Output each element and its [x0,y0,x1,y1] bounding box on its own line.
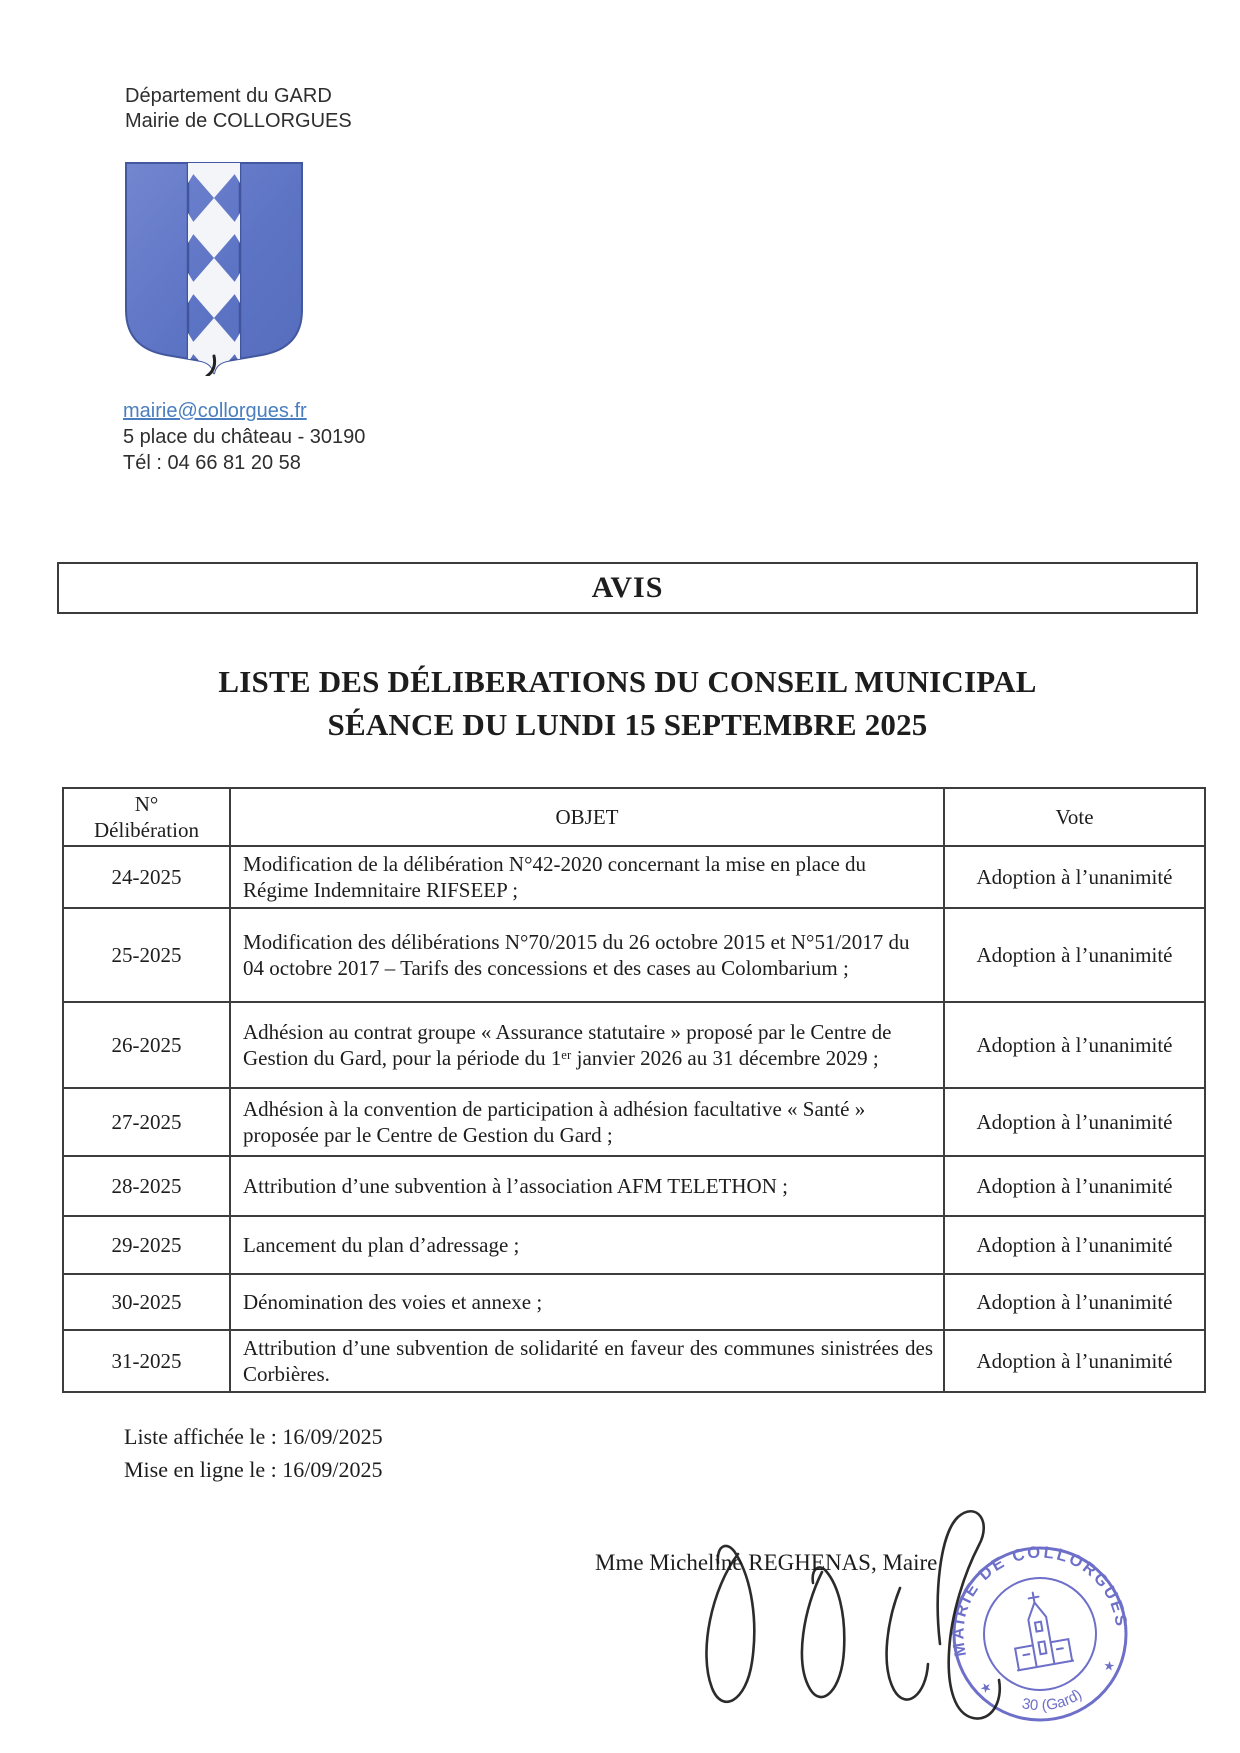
cell-deliberation-number: 26-2025 [63,1002,230,1088]
cell-objet: Adhésion à la convention de participation à adhésion facultative « Santé » proposée par le Centre de Gestion du Gard ; [230,1088,944,1156]
address-line: 5 place du château - 30190 [123,426,366,448]
department-line: Département du GARD [125,85,332,107]
email-link[interactable]: mairie@collorgues.fr [123,400,307,422]
cell-objet: Modification de la délibération N°42-2020 concernant la mise en place du Régime Indemnitaire RIFSEEP ; [230,846,944,908]
phone-line: Tél : 04 66 81 20 58 [123,452,301,474]
column-header-objet: OBJET [230,788,944,846]
star-icon: ★ [1099,1657,1119,1675]
cell-deliberation-number: 24-2025 [63,846,230,908]
table-row [63,908,1205,1002]
stamp-department-text: 30 (Gard) [1020,1685,1085,1715]
commune-line: Mairie de COLLORGUES [125,110,352,132]
posted-date-line: Liste affichée le : 16/09/2025 [124,1424,383,1449]
cell-objet: Dénomination des voies et annexe ; [230,1274,944,1330]
online-date-line: Mise en ligne le : 16/09/2025 [124,1457,383,1482]
column-header-numero: N° Délibération [63,788,230,846]
table-row [63,1216,1205,1274]
cell-vote: Adoption à l’unanimité [944,1156,1205,1216]
table-row [63,846,1205,908]
cell-vote: Adoption à l’unanimité [944,846,1205,908]
stamp-ring-text: MAIRIE DE COLLORGUES [949,1543,1131,1658]
cell-deliberation-number: 28-2025 [63,1156,230,1216]
signatory-line: Mme Micheline REGHENAS, Maire [595,1550,938,1575]
cell-vote: Adoption à l’unanimité [944,1088,1205,1156]
cell-vote: Adoption à l’unanimité [944,1002,1205,1088]
cell-vote: Adoption à l’unanimité [944,1274,1205,1330]
table-row [63,1002,1205,1088]
notice-box [57,562,1198,614]
cell-objet: Attribution d’une subvention à l’association AFM TELETHON ; [230,1156,944,1216]
deliberations-table [62,787,1206,1393]
cell-deliberation-number: 25-2025 [63,908,230,1002]
page-title-line2: SÉANCE DU LUNDI 15 SEPTEMBRE 2025 [327,707,928,742]
table-row [63,1274,1205,1330]
cell-deliberation-number: 27-2025 [63,1088,230,1156]
table-header-row [63,788,1205,846]
page-title [57,660,1198,746]
signature-image [672,1492,1012,1732]
publication-dates [124,1420,383,1486]
cell-vote: Adoption à l’unanimité [944,1216,1205,1274]
coat-of-arms-image [123,160,305,376]
cell-objet: Attribution d’une subvention de solidarité en faveur des communes sinistrées des Corbières. [230,1330,944,1392]
contact-block [123,398,365,476]
cell-objet: Adhésion au contrat groupe « Assurance statutaire » proposé par le Centre de Gestion du Gard, pour la période du 1ᵉʳ janvier 2026 au 31 décembre 2029 ; [230,1002,944,1088]
table-row [63,1088,1205,1156]
cell-objet: Modification des délibérations N°70/2015 du 26 octobre 2015 et N°51/2017 du 04 octobre 2017 – Tarifs des concessions et des cases au Colombarium ; [230,908,944,1002]
table-row [63,1330,1205,1392]
stamp-tower-drawing [1005,1588,1073,1671]
cell-deliberation-number: 29-2025 [63,1216,230,1274]
table-row [63,1156,1205,1216]
notice-label: AVIS [591,571,664,604]
cell-deliberation-number: 30-2025 [63,1274,230,1330]
page-title-line1: LISTE DES DÉLIBERATIONS DU CONSEIL MUNICIPAL [218,664,1037,699]
cell-objet: Lancement du plan d’adressage ; [230,1216,944,1274]
column-header-vote: Vote [944,788,1205,846]
cell-vote: Adoption à l’unanimité [944,908,1205,1002]
letterhead [125,84,352,134]
cell-deliberation-number: 31-2025 [63,1330,230,1392]
star-icon: ★ [976,1678,996,1698]
cell-vote: Adoption à l’unanimité [944,1330,1205,1392]
